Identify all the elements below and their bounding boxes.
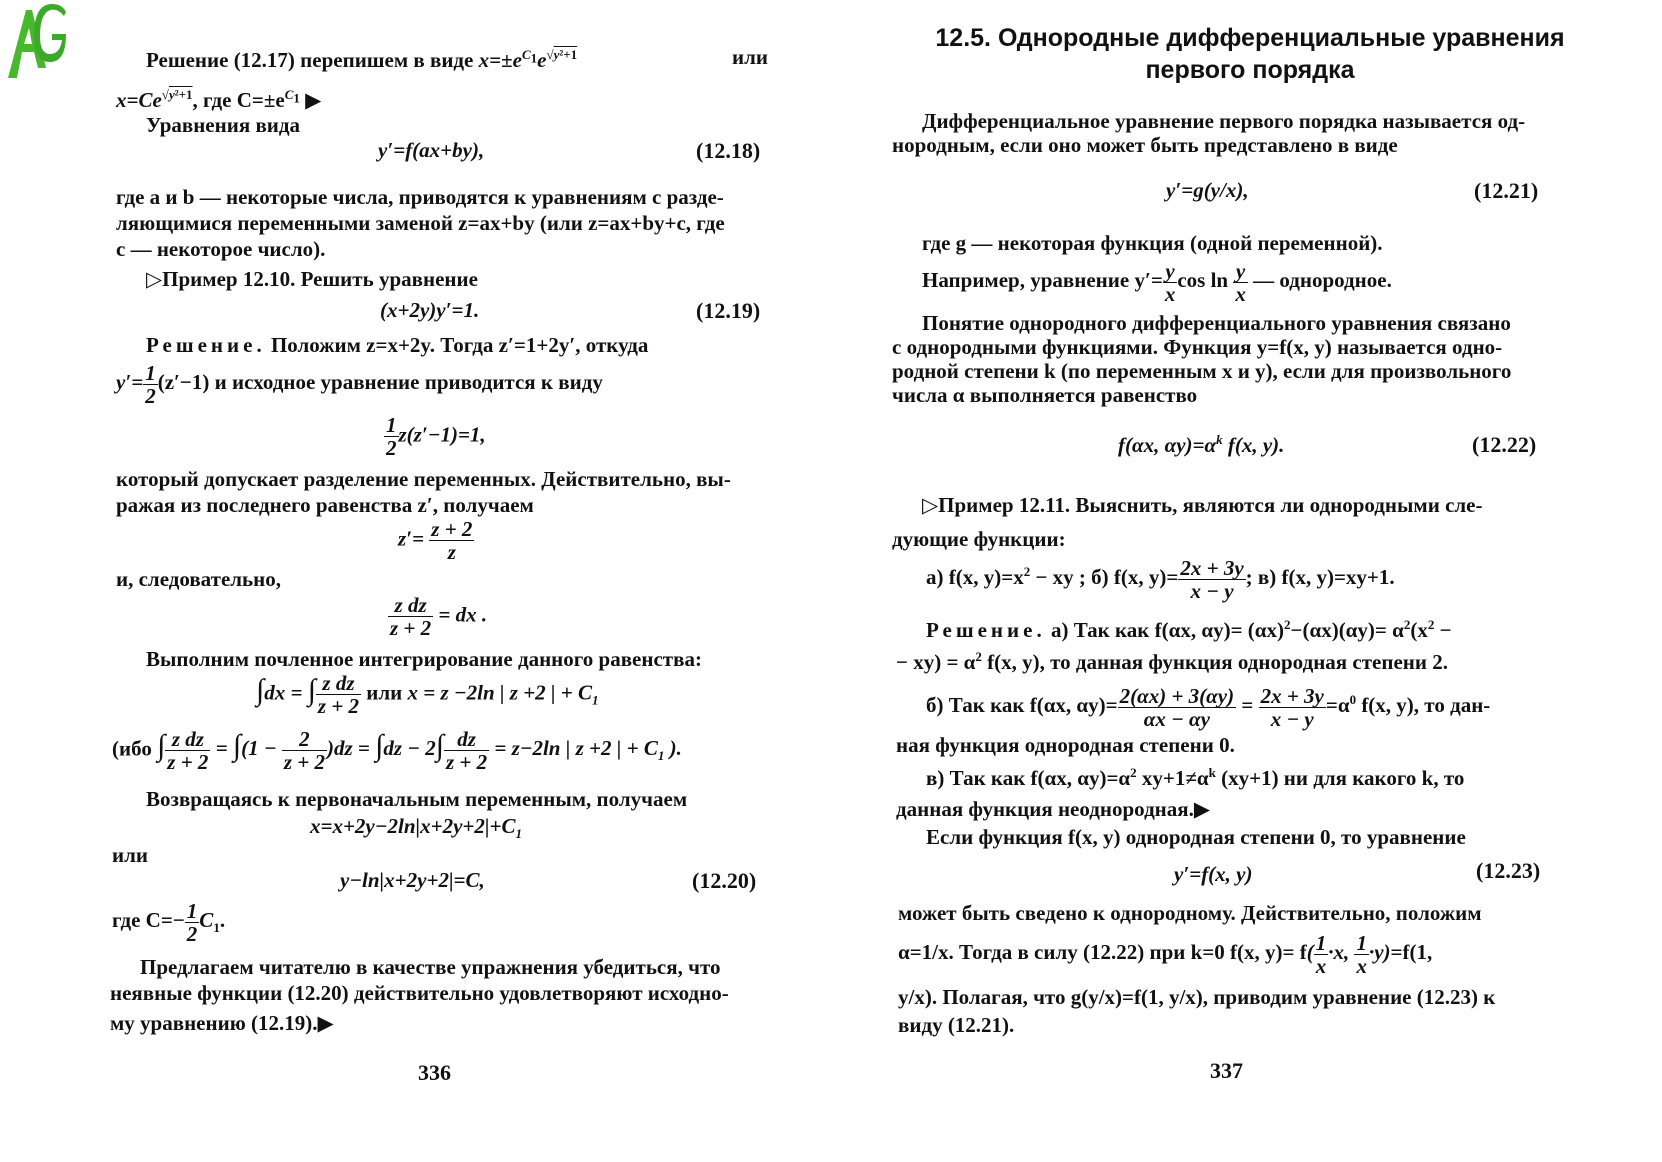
left-line: Решение (12.17) перепишем в виде $x=\pm e^{C_1}e^{√y^2+1}$ — [146, 47, 578, 72]
text: ; в) f(x, y)=xy+1. — [1245, 565, 1395, 589]
text: cos ln — [1177, 268, 1229, 292]
solution-label: Решение. — [146, 333, 266, 357]
right-line: α=1/x. Тогда в силу (12.22) при k=0 f(x, y)= f( $\frac{1}{x}$ ·x, $\frac{1}{x}$ ·y)=f(1, — [898, 930, 1433, 978]
left-line: неявные функции (12.20) действительно удовлетворяют исходно- — [110, 981, 729, 1005]
equation-substitution: $x=x+2y-2\ln|x+2y+2|+C_1$ — [310, 814, 522, 842]
right-line: дующие функции: — [892, 527, 1066, 551]
left-line: и, следовательно, — [116, 567, 282, 591]
right-line: с однородными функциями. Функция y=f(x, y) называется одно- — [892, 335, 1503, 359]
right-line: виду (12.21). — [898, 1013, 1015, 1037]
equation-number: (12.23) — [1476, 858, 1541, 883]
right-line: родной степени k (по переменным x и y), если для произвольного — [892, 359, 1512, 383]
right-line: нородным, если оно может быть представлено в виде — [892, 133, 1398, 157]
math: x=x+2y−2ln|x+2y+2|+C — [310, 814, 516, 838]
text: −(αx)(αy)= α — [1290, 618, 1404, 642]
page-number: 336 — [418, 1060, 451, 1085]
text: в) Так как f(αx, αy)=α — [926, 766, 1131, 790]
right-line: в) Так как f(αx, $\alpha y)=\alpha^2$ $xy+1\ne\alpha^k$ (xy+1) ни для какого k, то — [926, 765, 1465, 790]
equation-12-19: (x+2y)y′=1. — [380, 298, 480, 322]
right-page — [830, 0, 1662, 1162]
left-line — [146, 332, 648, 358]
math: x=±e — [478, 48, 522, 72]
right-line: Понятие однородного дифференциального уравнения связано — [922, 311, 1511, 335]
equation-integral: ∫dx = ∫ $\frac{\text{z dz}}{z + 2}$ или x = z −2ln | z +2 | + $C_1$ — [256, 671, 599, 718]
right-line: где g — некоторая функция (одной переменной). — [922, 231, 1383, 255]
text: (xy+1) ни для какого k, то — [1215, 766, 1465, 790]
text: =f(1, — [1390, 940, 1433, 964]
text: а) Так как f(αx, αy)= (αx) — [1045, 618, 1285, 642]
right-line: числа α выполняется равенство — [892, 383, 1198, 407]
left-page — [0, 0, 830, 1162]
left-line: Предлагаем читателю в качестве упражнения убедиться, что — [140, 955, 721, 979]
text: f(x, y), то данная функция однородная степени 2. — [987, 650, 1448, 674]
text: xy+1≠α — [1136, 766, 1209, 790]
equation-12-21: y′=g(y/x), — [1166, 178, 1249, 202]
equation-12-20: y−ln|x+2y+2|=C, — [340, 868, 485, 892]
section-heading: 12.5. Однородные дифференциальные уравнения — [935, 24, 1565, 52]
text: где C=− — [112, 908, 185, 932]
left-line: му уравнению (12.19).▶ — [110, 1011, 334, 1035]
left-line: c — некоторое число). — [116, 237, 326, 261]
right-line: а) f(x, $y)=x^2$ − xy ; б) f(x, y)= $\frac{2x + 3y}{x - y}$ ; в) f(x, y)=xy+1. — [926, 555, 1395, 603]
example-12-11 — [922, 492, 1482, 518]
text: − xy ; б) f(x, y)= — [1030, 565, 1179, 589]
equation-since: (ибо ∫ $\frac{\text{z dz}}{z + 2}$ = ∫(1 − $\frac{2}{z + 2}$ )dz = ∫dz − 2∫ $\frac{dz}{z + 2}$ = z−2ln | z +2 | + $C_1$ ). — [112, 727, 682, 774]
text: (ибо — [112, 736, 152, 761]
math: y′= — [116, 370, 144, 394]
math: f(αx, αy)=α — [1118, 433, 1217, 457]
right-line: Решение. а) Так как f(αx, $\alpha y)= (\alpha x)^2-(\alpha x)(\alpha y)= \alpha^2(x^2$ − — [926, 617, 1452, 642]
right-line: данная функция неоднородная.▶ — [896, 797, 1211, 821]
text: − — [1434, 618, 1452, 642]
example-label: ▷Пример 12.10. — [146, 267, 296, 291]
example-12-10 — [146, 266, 478, 292]
text: а) f(x, y)=x — [926, 565, 1024, 589]
left-line: Уравнения вида — [146, 113, 301, 137]
math: z(z′−1)=1, — [398, 422, 486, 447]
text: — однородное. — [1253, 268, 1392, 292]
text: (x — [1410, 618, 1428, 642]
right-line: может быть сведено к однородному. Действительно, положим — [898, 901, 1482, 925]
text: α=1/x. Тогда в силу (12.22) при k=0 f(x, y)= f — [898, 940, 1307, 964]
left-line: Выполним почленное интегрирование данного равенства: — [146, 647, 702, 671]
right-line: − $xy) = \alpha^2$ f(x, y), то данная функция однородная степени 2. — [896, 649, 1448, 674]
equation-12-22: f(αx, $\alpha y)=\alpha^k$ f(x, y). — [1118, 432, 1285, 457]
left-line: который допускает разделение переменных. Действительно, вы- — [116, 467, 731, 491]
left-line: Возвращаясь к первоначальным переменным, получаем — [146, 787, 688, 811]
equation-dx: $\frac{\text{z dz}}{z + 2}$ = dx . — [390, 593, 488, 640]
equation-zprime: z′= $\frac{z + 2}{z}$ — [398, 517, 473, 564]
right-line: Например, уравнение y′= $\frac{y}{x}$ cos ln $\frac{y}{x}$ — однородное. — [922, 258, 1392, 306]
text: б) Так как f(αx, αy)= — [926, 693, 1118, 717]
left-line: где a и b — некоторые числа, приводятся к уравнениям с разде- — [116, 185, 724, 209]
left-line: ляющимися переменными заменой z=ax+by (или z=ax+by+c, где — [116, 211, 725, 235]
equation-12-18: y′=f(ax+by), — [378, 138, 485, 162]
text: Решение (12.17) перепишем в виде — [146, 48, 479, 72]
text: , где C=±e — [192, 88, 285, 112]
left-line: $x=Ce^{√y^2+1}$, где $C=\pm e^{C_1}$ ▶ — [116, 87, 322, 112]
right-line: y/x). Полагая, что g(y/x)=f(1, y/x), приводим уравнение (12.23) к — [898, 985, 1496, 1009]
section-heading-line2: первого порядка — [1145, 56, 1355, 84]
text: Например, уравнение y′= — [922, 268, 1163, 292]
math: x=Ce — [116, 88, 162, 112]
left-line: y′= $\frac{1}{2}$ (z′−1) и исходное уравнение приводится к виду — [116, 360, 603, 408]
example-label: ▷Пример 12.11. — [922, 493, 1071, 517]
equation-number: (12.18) — [696, 138, 761, 163]
right-line: Если функция f(x, y) однородная степени 0, то уравнение — [926, 825, 1466, 849]
equation-number: (12.22) — [1472, 432, 1537, 457]
equation-12-23: y′=f(x, y) — [1174, 862, 1253, 886]
equation-number: (12.21) — [1474, 178, 1539, 203]
page-number: 337 — [1210, 1058, 1243, 1083]
text: − xy) = α — [896, 650, 976, 674]
equation-half: $\frac{1}{2}$ z(z′−1)=1, — [386, 413, 486, 460]
text: Решить уравнение — [295, 267, 478, 291]
text: f(x, y), то дан- — [1356, 693, 1491, 717]
left-line: ражая из последнего равенства z′, получаем — [116, 493, 534, 517]
equation-number: (12.20) — [692, 868, 757, 893]
text: Положим z=x+2y. Тогда z′=1+2y′, откуда — [265, 333, 649, 357]
left-line: или — [732, 45, 768, 69]
solution-label: Решение. — [926, 618, 1046, 642]
right-line: Дифференциальное уравнение первого порядка называется од- — [922, 109, 1526, 133]
left-line: где C=− $\frac{1}{2}$ $C_1$. — [112, 898, 226, 946]
text: (z′−1) и исходное уравнение приводится к виду — [157, 370, 603, 394]
text: =α — [1325, 693, 1350, 717]
equation-number: (12.19) — [696, 298, 761, 323]
left-line: или — [112, 843, 148, 867]
text: Выяснить, являются ли однородными сле- — [1070, 493, 1483, 517]
right-line: б) Так как f(αx, αy)= $\frac{2(\alpha x) + 3(\alpha y)}{\alpha x - \alpha y}$ = $\frac{2x + 3y}{x - y}$ $=\alpha^0$ f(x, y), то дан- — [926, 683, 1491, 731]
math: f(x, y). — [1227, 433, 1285, 457]
right-line: ная функция однородная степени 0. — [896, 733, 1235, 757]
